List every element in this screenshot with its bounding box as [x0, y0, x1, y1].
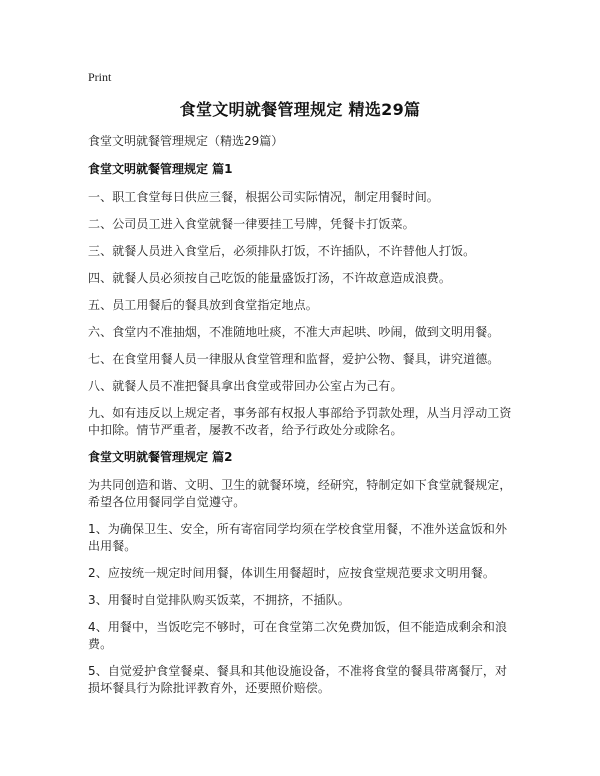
paragraph: 七、在食堂用餐人员一律服从食堂管理和监督，爱护公物、餐具，讲究道德。	[88, 352, 500, 366]
paragraph: 1、为确保卫生、安全，所有寄宿同学均须在学校食堂用餐，不准外送盒饭和外出用餐。	[88, 522, 508, 553]
paragraph: 3、用餐时自觉排队购买饭菜，不拥挤，不插队。	[88, 593, 350, 607]
paragraph: 4、用餐中，当饭吃完不够时，可在食堂第二次免费加饭，但不能造成剩余和浪费。	[88, 620, 508, 651]
paragraph: 九、如有违反以上规定者，事务部有权报人事部给予罚款处理，从当月浮动工资中扣除。情节严重者，屡教不改者，给予行政处分或除名。	[88, 406, 512, 437]
paragraph: 2、应按统一规定时间用餐，体训生用餐超时，应按食堂规范要求文明用餐。	[88, 566, 496, 580]
paragraph: 一、职工食堂每日供应三餐，根据公司实际情况，制定用餐时间。	[88, 190, 439, 204]
section-1	[88, 161, 518, 439]
paragraph: 四、就餐人员必须按自己吃饭的能量盛饭打汤，不许故意造成浪费。	[88, 271, 452, 285]
paragraph: 为共同创造和谐、文明、卫生的就餐环境，经研究，特制定如下食堂就餐规定，希望各位用餐同学自觉遵守。	[88, 478, 512, 509]
section-2	[88, 449, 518, 697]
section-heading: 食堂文明就餐管理规定 篇2	[88, 450, 233, 464]
document-subtitle: 食堂文明就餐管理规定（精选29篇）	[88, 134, 284, 148]
print-link[interactable]: Print	[88, 70, 112, 84]
paragraph: 八、就餐人员不准把餐具拿出食堂或带回办公室占为己有。	[88, 379, 403, 393]
paragraph: 五、员工用餐后的餐具放到食堂指定地点。	[88, 298, 318, 312]
paragraph: 二、公司员工进入食堂就餐一律要挂工号牌，凭餐卡打饭菜。	[88, 217, 415, 231]
document-title: 食堂文明就餐管理规定 精选29篇	[179, 100, 421, 119]
section-heading: 食堂文明就餐管理规定 篇1	[88, 162, 233, 176]
paragraph: 三、就餐人员进入食堂后，必须排队打饭，不许插队，不许替他人打饭。	[88, 244, 476, 258]
paragraph: 5、自觉爱护食堂餐桌、餐具和其他设施设备，不准将食堂的餐具带离餐厅，对损坏餐具行为除批评教育外，还要照价赔偿。	[88, 664, 508, 695]
document-body	[88, 133, 518, 707]
paragraph: 六、食堂内不准抽烟，不准随地吐痰，不准大声起哄、吵闹，做到文明用餐。	[88, 325, 500, 339]
